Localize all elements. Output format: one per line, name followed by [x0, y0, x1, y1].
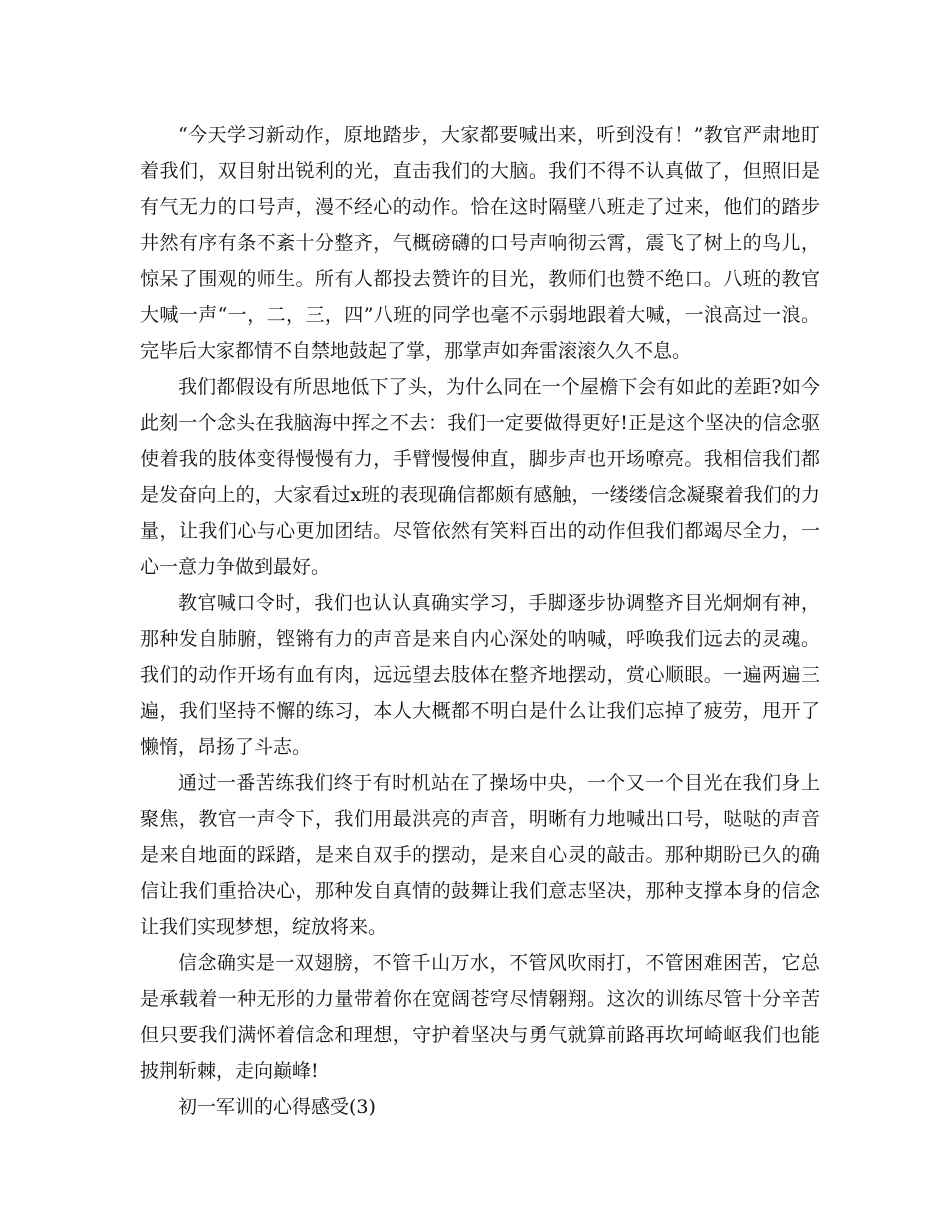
paragraph-2: 我们都假设有所思地低下了头，为什么同在一个屋檐下会有如此的差距?如今此刻一个念头在我脑海中挥之不去：我们一定要做得更好!正是这个坚决的信念驱使着我的肢体变得慢慢有力，手臂慢慢伸直，脚步声也开场嘹亮。我相信我们都是发奋向上的，大家看过x班的表现确信都颇有感触，一缕缕信念凝聚着我们的力量，让我们心与心更加团结。尽管依然有笑料百出的动作但我们都竭尽全力，一心一意力争做到最好。 [140, 376, 820, 578]
section-heading: 初一军训的心得感受(3) [178, 1096, 376, 1118]
document-body [140, 117, 820, 1125]
paragraph-4: 通过一番苦练我们终于有时机站在了操场中央，一个又一个目光在我们身上聚焦，教官一声令下，我们用最洪亮的声音，明晰有力地喊出口号，哒哒的声音是来自地面的踩踏，是来自双手的摆动，是来自心灵的敲击。那种期盼已久的确信让我们重拾决心，那种发自真情的鼓舞让我们意志坚决，那种支撑本身的信念让我们实现梦想，绽放将来。 [140, 772, 820, 938]
paragraph-3: 教官喊口令时，我们也认认真确实学习，手脚逐步协调整齐目光炯炯有神，那种发自肺腑，铿锵有力的声音是来自内心深处的呐喊，呼唤我们远去的灵魂。我们的动作开场有血有肉，远远望去肢体在整齐地摆动，赏心顺眼。一遍两遍三遍，我们坚持不懈的练习，本人大概都不明白是什么让我们忘掉了疲劳，甩开了懒惰，昂扬了斗志。 [140, 592, 820, 758]
paragraph-1: “今天学习新动作，原地踏步，大家都要喊出来，听到没有！”教官严肃地盯着我们，双目射出锐利的光，直击我们的大脑。我们不得不认真做了，但照旧是有气无力的口号声，漫不经心的动作。恰在这时隔壁八班走了过来，他们的踏步井然有序有条不紊十分整齐，气概磅礴的口号声响彻云霄，震飞了树上的鸟儿，惊呆了围观的师生。所有人都投去赞许的目光，教师们也赞不绝口。八班的教官大喊一声“一，二，三，四”八班的同学也毫不示弱地跟着大喊，一浪高过一浪。完毕后大家都情不自禁地鼓起了掌，那掌声如奔雷滚滚久久不息。 [140, 124, 820, 362]
paragraph-5: 信念确实是一双翅膀，不管千山万水，不管风吹雨打，不管困难困苦，它总是承载着一种无形的力量带着你在宽阔苍穹尽情翱翔。这次的训练尽管十分辛苦但只要我们满怀着信念和理想，守护着坚决与勇气就算前路再坎坷崎岖我们也能披荆斩棘，走向巅峰! [140, 952, 820, 1082]
